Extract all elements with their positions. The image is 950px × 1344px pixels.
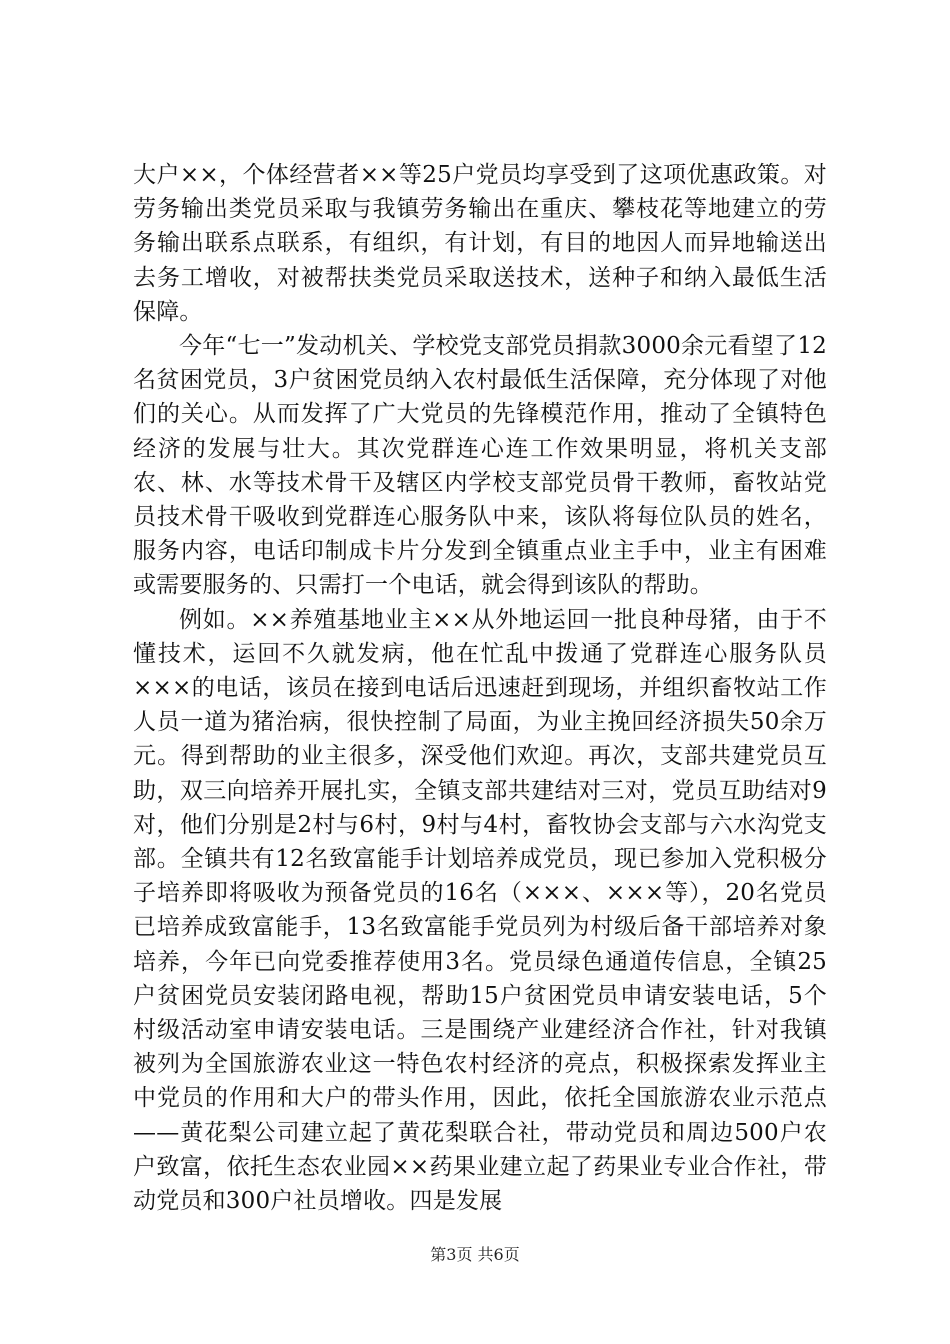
paragraph-2: 今年“七一”发动机关、学校党支部党员捐款3000余元看望了12名贫困党员，3户贫困党员纳入农村最低生活保障，充分体现了对他们的关心。从而发挥了广大党员的先锋模范作用，推动了全镇特色经济的发展与壮大。其次党群连心连工作效果明显，将机关支部农、林、水等技术骨干及辖区内学校支部党员骨干教师，畜牧站党员技术骨干吸收到党群连心服务队中来，该队将每位队员的姓名，服务内容，电话印制成卡片分发到全镇重点业主手中，业主有困难或需要服务的、只需打一个电话，就会得到该队的帮助。 bbox=[133, 333, 827, 599]
page-footer: 第3页 共6页 bbox=[430, 1245, 520, 1264]
paragraph-1: 大户××，个体经营者××等25户党员均享受到了这项优惠政策。对劳务输出类党员采取与我镇劳务输出在重庆、攀枝花等地建立的劳务输出联系点联系，有组织，有计划，有目的地因人而异地输送出去务工增收，对被帮扶类党员采取送技术，送种子和纳入最低生活保障。 bbox=[133, 162, 827, 325]
paragraph-3: 例如。××养殖基地业主××从外地运回一批良种母猪，由于不懂技术，运回不久就发病，他在忙乱中拨通了党群连心服务队员×××的电话，该员在接到电话后迅速赶到现场，并组织畜牧站工作人员一道为猪治病，很快控制了局面，为业主挽回经济损失50余万元。得到帮助的业主很多，深受他们欢迎。再次，支部共建党员互助，双三向培养开展扎实，全镇支部共建结对三对，党员互助结对9对，他们分别是2村与6村，9村与4村，畜牧协会支部与六水沟党支部。全镇共有12名致富能手计划培养成党员，现已参加入党积极分子培养即将吸收为预备党员的16名（×××、×××等），20名党员已培养成致富能手，13名致富能手党员列为村级后备干部培养对象培养，今年已向党委推荐使用3名。党员绿色通道传信息，全镇25户贫困党员安装闭路电视，帮助15户贫困党员申请安装电话，5个村级活动室申请安装电话。三是围绕产业建经济合作社，针对我镇被列为全国旅游农业这一特色农村经济的亮点，积极探索发挥业主中党员的作用和大户的带头作用，因此，依托全国旅游农业示范点——黄花梨公司建立起了黄花梨联合社，带动党员和周边500户农户致富，依托生态农业园××药果业建立起了药果业专业合作社，带动党员和300户社员增收。四是发展 bbox=[133, 606, 827, 1215]
document-body bbox=[133, 158, 827, 1218]
